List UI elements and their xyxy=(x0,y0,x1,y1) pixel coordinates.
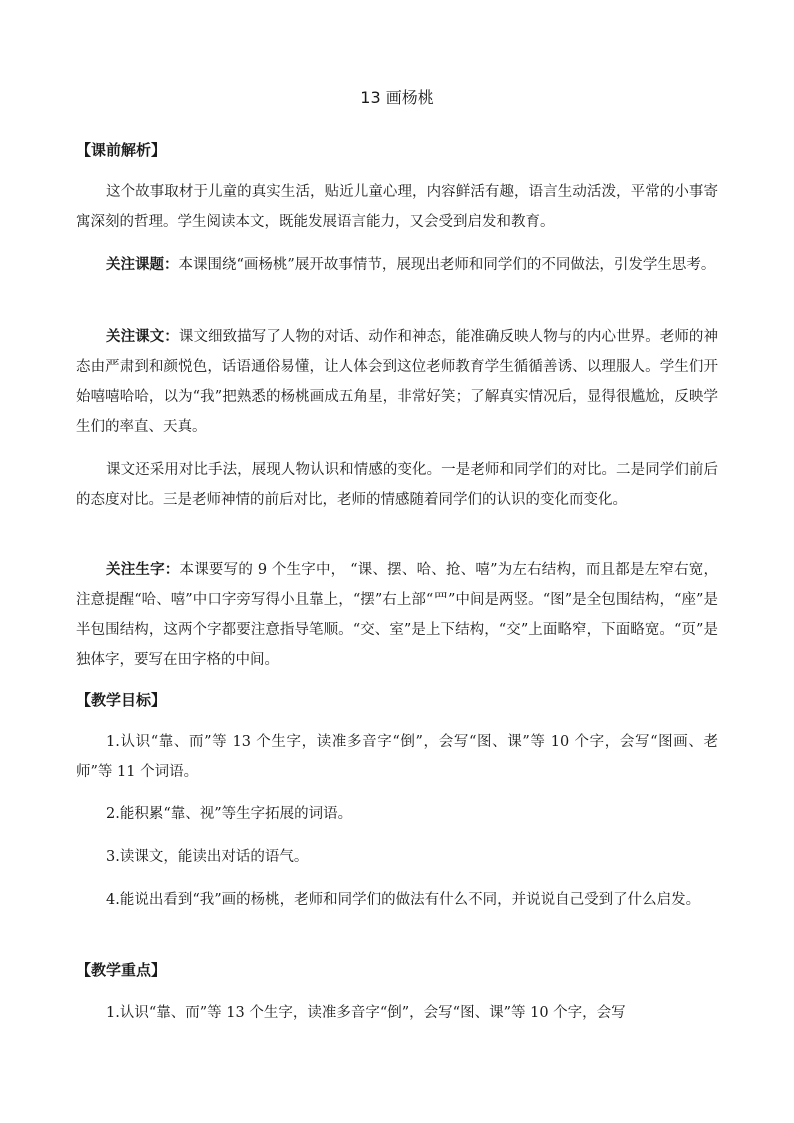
paragraph xyxy=(76,455,718,515)
paragraph-text: 本课要写的 9 个生字中， “课、摆、哈、抢、嘻”为左右结构，而且都是左窄右宽，注意提醒“哈、嘻”中口字旁写得小且靠上，“摆”右上部“罒”中间是两竖。“图”是全包围结构，“座”是半包围结构，这两个字都要注意指导笔顺。“交、室”是上下结构，“交”上面略窄，下面略宽。“页”是独体字，要写在田字格的中间。 xyxy=(76,562,718,668)
paragraph-text: 2.能积累“靠、视”等生字拓展的词语。 xyxy=(106,806,353,822)
paragraph-text: 本课围绕“画杨桃”展开故事情节，展现出老师和同学们的不同做法，引发学生思考。 xyxy=(178,257,716,273)
paragraph xyxy=(76,799,718,829)
paragraph-text: 1.认识“靠、而”等 13 个生字，读准多音字“倒”，会写“图、课”等 10 个字，会写 xyxy=(106,1005,626,1021)
paragraph-lead: 关注生字： xyxy=(106,562,180,578)
paragraph-text: 4.能说出看到“我”画的杨桃，老师和同学们的做法有什么不同，并说说自己受到了什么启发。 xyxy=(106,892,701,908)
paragraph-text: 课文细致描写了人物的对话、动作和神态，能准确反映人物与的内心世界。老师的神态由严肃到和颜悦色，话语通俗易懂，让人体会到这位老师教育学生循循善诱、以理服人。学生们开始嘻嘻哈哈，以为“我”把熟悉的杨桃画成五角星，非常好笑；了解真实情况后，显得很尴尬，反映学生们的率直、天真。 xyxy=(76,329,719,435)
paragraph xyxy=(76,998,718,1028)
paragraph xyxy=(76,842,718,872)
paragraph-text: 3.读课文，能读出对话的语气。 xyxy=(106,849,309,865)
paragraph xyxy=(76,555,718,675)
paragraph-lead: 关注课题： xyxy=(106,257,179,273)
paragraph-text: 课文还采用对比手法，展现人物认识和情感的变化。一是老师和同学们的对比。二是同学们前后的态度对比。三是老师神情的前后对比，老师的情感随着同学们的认识的变化而变化。 xyxy=(76,462,718,508)
paragraph-text: 1.认识“靠、而”等 13 个生字，读准多音字“倒”，会写“图、课”等 10 个字，会写“图画、老师”等 11 个词语。 xyxy=(76,734,718,780)
paragraph xyxy=(76,250,718,280)
paragraph xyxy=(76,885,718,915)
paragraph-lead: 关注课文： xyxy=(106,329,179,345)
section-heading-teaching-focus: 【教学重点】 xyxy=(76,961,167,979)
page-title: 13 画杨桃 xyxy=(360,88,434,107)
paragraph xyxy=(76,727,718,787)
paragraph xyxy=(76,322,718,442)
paragraph-text: 这个故事取材于儿童的真实生活，贴近儿童心理，内容鲜活有趣，语言生动活泼，平常的小事寄寓深刻的哲理。学生阅读本文，既能发展语言能力，又会受到启发和教育。 xyxy=(76,184,718,230)
paragraph xyxy=(76,177,718,237)
section-heading-teaching-goals: 【教学目标】 xyxy=(76,691,167,709)
section-heading-preclass-analysis: 【课前解析】 xyxy=(76,141,167,159)
